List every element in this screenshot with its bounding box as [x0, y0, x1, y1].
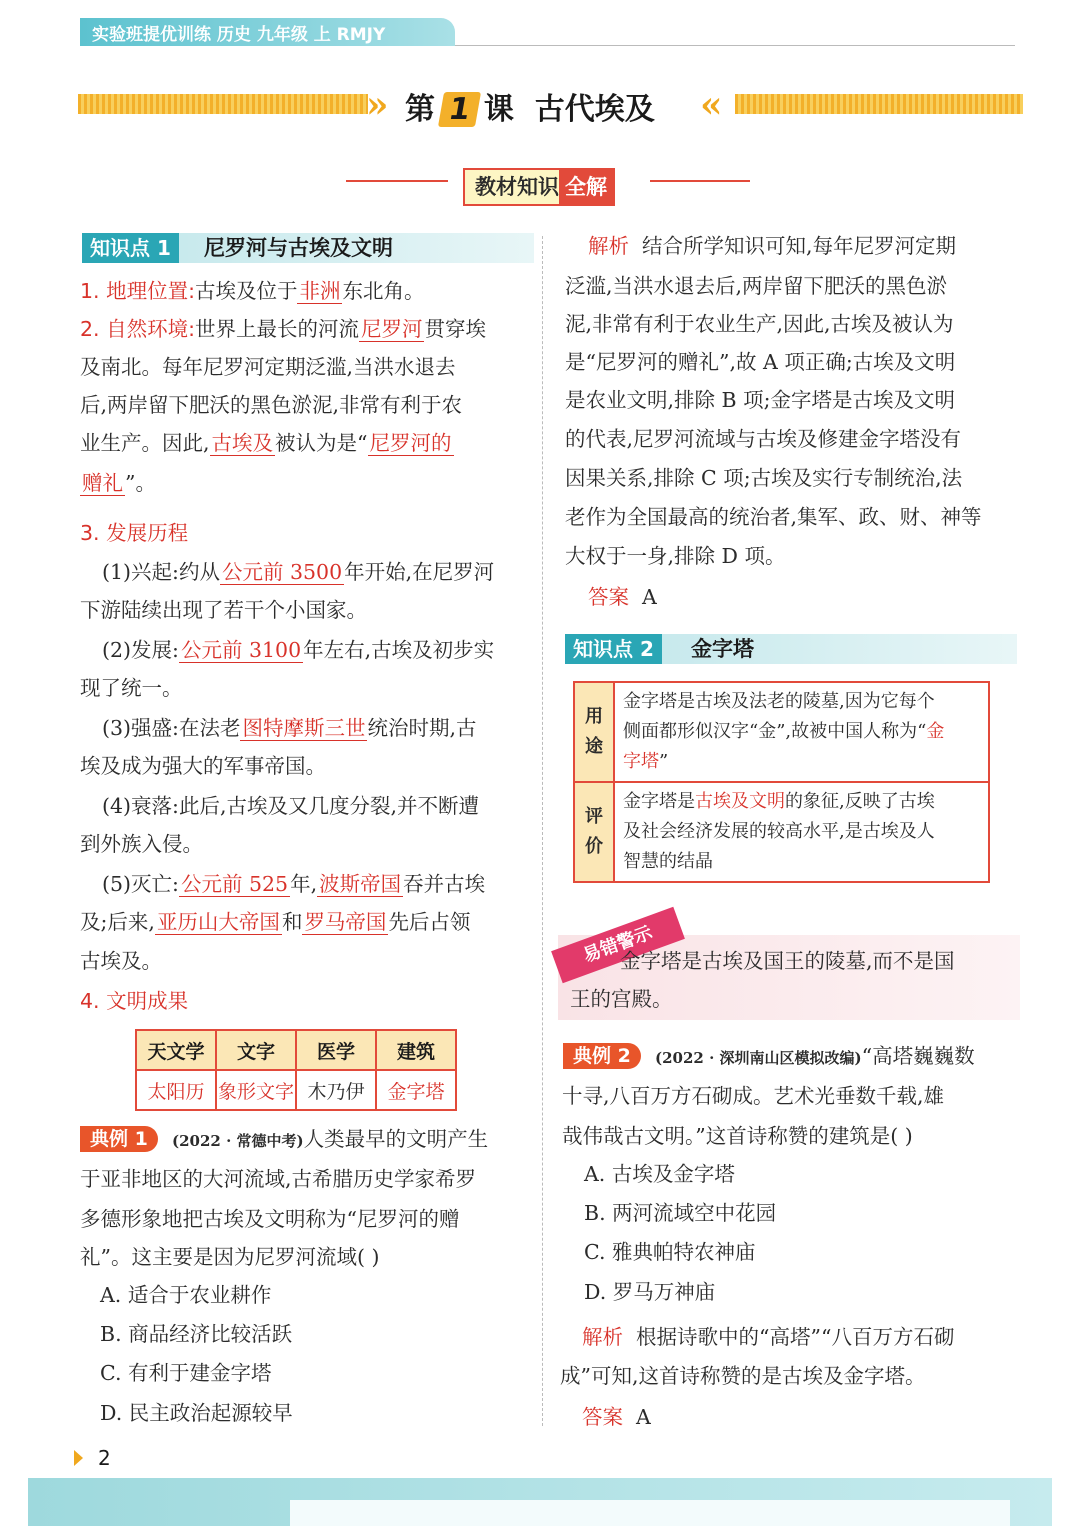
option-a[interactable]: A. 适合于农业耕作 [100, 1283, 272, 1307]
stage-label: (3)强盛: [102, 716, 179, 740]
env-text-2: 贯穿埃 [424, 317, 486, 341]
use-label: 用途 [574, 682, 614, 782]
hist-fall-3: 古埃及。 [80, 949, 162, 973]
analysis-1-line-5: 是农业文明,排除 B 项;金字塔是古埃及文明 [565, 388, 956, 412]
stage-blank: 图特摩斯三世 [242, 716, 366, 740]
hist-rise [102, 553, 494, 591]
footer-strip [290, 1500, 1010, 1526]
stage-text: 吞并古埃 [403, 872, 486, 896]
lesson-number: 1 [438, 92, 481, 127]
example-2-tag: 典例 2 [563, 1043, 641, 1069]
use-content [614, 682, 989, 782]
achievements-head: 4. 文明成果 [80, 989, 189, 1013]
cell-text: 的象征,反映了古埃 [785, 791, 935, 812]
hist-develop [102, 631, 494, 669]
stage-text: 统治时期,古 [367, 716, 477, 740]
env-line-4 [80, 424, 454, 462]
table-cell: 象形文字 [216, 1070, 296, 1110]
knowledge-point-title: 金字塔 [691, 637, 754, 661]
stage-text: 此后,古埃及又几度分裂,并不断遭 [178, 794, 479, 818]
env-blank-2: 古埃及 [211, 431, 274, 455]
geo-blank: 非洲 [299, 279, 341, 303]
example-2-question-2: 十寻,八百万方石砌成。艺术光垂数千载,雄 [562, 1084, 945, 1108]
answer-value: A [636, 1405, 651, 1429]
table-cell: 金字塔 [376, 1070, 456, 1110]
stage-text: 先后占领 [388, 910, 471, 934]
stage-blank: 亚历山大帝国 [156, 910, 280, 934]
answer-label: 答案 [588, 585, 629, 609]
table-cell: 木乃伊 [296, 1070, 376, 1110]
achievements-table [135, 1029, 457, 1111]
book-header: 实验班提优训练 历史 九年级 上 RMJY [92, 25, 386, 45]
page-number: 2 [98, 1446, 111, 1470]
example-2-question-1 [655, 1037, 975, 1077]
analysis-head: 解析 [582, 1325, 623, 1349]
option-b[interactable]: B. 两河流域空中花园 [584, 1201, 777, 1225]
cell-text: 金字塔是 [623, 791, 695, 812]
section-rule-left [346, 180, 448, 182]
evaluation-content [614, 782, 989, 882]
env-line-5 [80, 464, 156, 502]
env-blank-1: 尼罗河 [360, 317, 423, 341]
answer-value: A [642, 585, 657, 609]
title-stripe-left [78, 94, 368, 114]
knowledge-point-2-bar [565, 634, 1017, 664]
analysis-text: 根据诗歌中的“高塔”“八百万方石砌 [636, 1325, 955, 1349]
example-1-tag: 典例 1 [80, 1126, 158, 1152]
stage-text: 在法老 [178, 716, 241, 740]
env-blank-4: 赠礼 [82, 471, 123, 495]
question-text: “高塔巍巍数 [861, 1044, 975, 1068]
stage-blank: 公元前 525 [180, 872, 289, 896]
stage-label: (2)发展: [102, 638, 179, 662]
section-label-highlight: 全解 [559, 170, 613, 204]
env-head: 2. 自然环境: [80, 317, 195, 341]
cell-highlight: 字塔 [623, 751, 659, 772]
title-stripe-right [735, 94, 1023, 114]
analysis-1-line-4: 是“尼罗河的赠礼”,故 A 项正确;古埃及文明 [565, 350, 956, 374]
example-1-question-3: 多德形象地把古埃及文明称为“尼罗河的赠 [80, 1207, 460, 1231]
analysis-1-line-2: 泛滥,当洪水退去后,两岸留下肥沃的黑色淤 [565, 274, 948, 298]
analysis-2-line-2: 成”可知,这首诗称赞的是古埃及金字塔。 [560, 1364, 926, 1388]
lesson-title [405, 84, 655, 128]
header-rule [455, 45, 1015, 46]
stage-text: 和 [281, 910, 303, 934]
knowledge-point-1-bar [82, 233, 534, 263]
cell-text: 侧面都形似汉字“金”,故被中国人称为“ [623, 721, 927, 742]
stage-text: 年, [290, 872, 318, 896]
example-2-question-3: 哉伟哉古文明。”这首诗称赞的建筑是( ) [562, 1124, 913, 1148]
page-arrow-icon [74, 1450, 83, 1466]
knowledge-point-tag: 知识点 1 [82, 233, 179, 263]
env-line-3: 后,两岸留下肥沃的黑色淤泥,非常有利于农 [80, 393, 463, 417]
table-cell: 太阳历 [136, 1070, 216, 1110]
stage-blank: 波斯帝国 [319, 872, 402, 896]
hist-fall-2 [80, 903, 470, 941]
analysis-1-line-8: 老作为全国最高的统治者,集军、政、财、神等 [565, 505, 982, 529]
analysis-head: 解析 [588, 234, 629, 258]
example-source: (2022 · 深圳南山区模拟改编) [655, 1049, 862, 1067]
cell-highlight: 金 [926, 721, 945, 742]
stage-blank: 公元前 3500 [221, 560, 343, 584]
hist-rise-2: 下游陆续出现了若干个小国家。 [80, 598, 367, 622]
chevron-left-icon: « [700, 84, 723, 126]
env-text-4a: 业生产。因此, [80, 431, 210, 455]
analysis-1-line-7: 因果关系,排除 C 项;古埃及实行专制统治,法 [565, 466, 963, 490]
cell-text: 金字塔是古埃及法老的陵墓,因为它每个 [623, 691, 935, 712]
env-text: 世界上最长的河流 [194, 317, 359, 341]
analysis-1-line-6: 的代表,尼罗河流域与古埃及修建金字塔没有 [565, 427, 962, 451]
analysis-1-line-3: 泥,非常有利于农业生产,因此,古埃及被认为 [565, 312, 954, 336]
env-line-1 [80, 310, 486, 348]
lesson-prefix: 第 [405, 92, 435, 127]
table-header-cell: 建筑 [376, 1030, 456, 1070]
knowledge-point-title: 尼罗河与古埃及文明 [204, 236, 393, 260]
pyramid-table [573, 681, 990, 883]
stage-text: 约从 [178, 560, 220, 584]
chevron-right-icon: » [366, 84, 389, 126]
table-header-cell: 天文学 [136, 1030, 216, 1070]
hist-develop-2: 现了统一。 [80, 676, 183, 700]
geo-text-end: 东北角。 [342, 279, 425, 303]
example-1-question-4: 礼”。这主要是因为尼罗河流域( ) [80, 1245, 380, 1269]
hist-peak-2: 埃及成为强大的军事帝国。 [80, 754, 326, 778]
warning-line-2: 王的宫殿。 [570, 987, 673, 1011]
analysis-2-line-1 [582, 1318, 955, 1356]
stage-label: (4)衰落: [102, 794, 179, 818]
geo-text: 古埃及位于 [194, 279, 298, 303]
example-1-question-1 [172, 1120, 488, 1160]
knowledge-point-tag: 知识点 2 [565, 634, 662, 664]
cell-text: 及社会经济发展的较高水平,是古埃及人 [623, 821, 935, 842]
cell-text: ” [659, 751, 669, 772]
history-head: 3. 发展历程 [80, 521, 189, 545]
env-text-5: ”。 [125, 471, 156, 495]
section-label: 教材知识 [475, 175, 559, 199]
stage-label: (1)兴起: [102, 560, 179, 584]
warning-line-1: 金字塔是古埃及国王的陵墓,而不是国 [620, 949, 955, 973]
example-source: (2022 · 常德中考) [172, 1132, 304, 1150]
cell-text: 智慧的结晶 [623, 851, 713, 872]
option-d[interactable]: D. 罗马万神庙 [584, 1280, 716, 1304]
env-blank-3: 尼罗河的 [369, 431, 452, 455]
stage-blank: 罗马帝国 [304, 910, 387, 934]
column-divider [542, 236, 543, 1426]
stage-label: (5)灭亡: [102, 872, 179, 896]
env-line-2: 及南北。每年尼罗河定期泛滥,当洪水退去 [80, 355, 456, 379]
geo-location [80, 272, 424, 310]
answer-2 [582, 1398, 651, 1436]
cell-highlight: 古埃及文明 [695, 791, 785, 812]
analysis-1-line-1 [588, 227, 956, 265]
hist-decline [102, 787, 479, 825]
lesson-name: 古代埃及 [534, 92, 655, 127]
warning-ribbon: 易错警示 [551, 907, 685, 983]
geo-head: 1. 地理位置: [80, 279, 195, 303]
section-tag [463, 168, 615, 206]
hist-fall [102, 865, 485, 903]
table-header-cell: 医学 [296, 1030, 376, 1070]
option-a[interactable]: A. 古埃及金字塔 [584, 1162, 735, 1186]
stage-blank: 公元前 3100 [180, 638, 302, 662]
evaluation-label: 评价 [574, 782, 614, 882]
example-1-question-2: 于亚非地区的大河流域,古希腊历史学家希罗 [80, 1167, 477, 1191]
question-text: 人类最早的文明产生 [303, 1127, 489, 1151]
option-c[interactable]: C. 有利于建金字塔 [100, 1361, 272, 1385]
option-d[interactable]: D. 民主政治起源较早 [100, 1401, 293, 1425]
analysis-1-line-9: 大权于一身,排除 D 项。 [565, 544, 786, 568]
answer-label: 答案 [582, 1405, 623, 1429]
option-b[interactable]: B. 商品经济比较活跃 [100, 1322, 293, 1346]
table-header-cell: 文字 [216, 1030, 296, 1070]
hist-peak [102, 709, 476, 747]
lesson-suffix: 课 [483, 92, 514, 127]
answer-1 [588, 578, 657, 616]
section-rule-right [650, 180, 750, 182]
stage-text: 及;后来, [80, 910, 155, 934]
option-c[interactable]: C. 雅典帕特农神庙 [584, 1240, 756, 1264]
hist-decline-2: 到外族入侵。 [80, 832, 203, 856]
stage-text: 年左右,古埃及初步实 [303, 638, 495, 662]
analysis-text: 结合所学知识可知,每年尼罗河定期 [642, 234, 957, 258]
env-text-4b: 被认为是“ [275, 431, 368, 455]
stage-text: 年开始,在尼罗河 [344, 560, 495, 584]
